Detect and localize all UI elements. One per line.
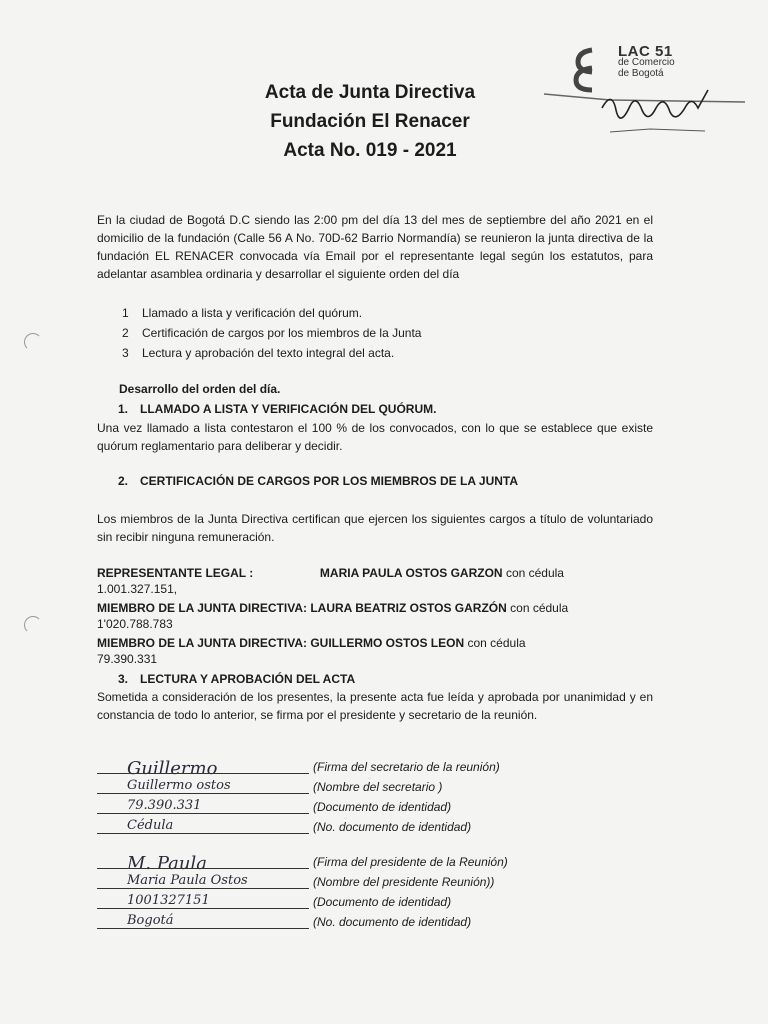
signature-row [97,912,537,932]
section-2-heading: 2. CERTIFICACIÓN DE CARGOS POR LOS MIEMBROS DE LA JUNTA [118,474,519,488]
stamp-text [618,43,675,79]
signature-row [97,892,537,912]
signature-row [97,852,537,872]
handwritten-name: Guillermo ostos [127,778,231,793]
punch-hole-mark [24,616,42,634]
handwritten-city: Bogotá [127,913,174,928]
signature-row [97,797,537,817]
handwritten-id: 79.390.331 [127,798,202,813]
signature-label: (No. documento de identidad) [313,915,472,929]
signature-label: (No. documento de identidad) [313,820,472,834]
member-entry: REPRESENTANTE LEGAL : MARIA PAULA OSTOS GARZON con cédula 1.001.327.151, [97,566,564,596]
title-line-3: Acta No. 019 - 2021 [283,140,457,161]
title-line-2: Fundación El Renacer [270,111,470,132]
stamp-line-2: de Bogotá [618,68,664,79]
stamp-code: LAC 51 [618,43,673,60]
signature-label: (Documento de identidad) [313,800,452,814]
signature-label: (Nombre del secretario ) [313,780,443,794]
handwritten-signature: Guillermo [127,758,218,779]
signature-row [97,757,537,777]
section-1-heading: 1. LLAMADO A LISTA Y VERIFICACIÓN DEL QUÓRUM. [118,402,437,416]
agenda-item: 1 Llamado a lista y verificación del quórum. [122,306,363,320]
signature-label: (Firma del secretario de la reunión) [313,760,500,774]
agenda-item: 3 Lectura y aprobación del texto integral del acta. [122,346,395,360]
chamber-stamp [540,42,750,152]
title-line-1: Acta de Junta Directiva [264,82,476,103]
section-1-text: Una vez llamado a lista contestaron el 100 % de los convocados, con lo que se establece que existe quórum reglamentario para deliberar y decidir. [97,421,653,453]
handwritten-id: 1001327151 [127,893,210,908]
agenda-list [122,303,421,363]
signature-row [97,817,537,837]
handwritten-doc-type: Cédula [127,818,174,833]
section-2-text: Los miembros de la Junta Directiva certifican que ejercen los siguientes cargos a título de voluntariado sin recibir ninguna remuneración. [97,512,653,544]
member-entry: MIEMBRO DE LA JUNTA DIRECTIVA: LAURA BEATRIZ OSTOS GARZÓN con cédula 1'020.788.783 [97,601,569,631]
signature-row [97,872,537,892]
handwritten-name: Maria Paula Ostos [127,873,248,888]
handwritten-signature: M. Paula [127,853,207,874]
desarrollo-heading: Desarrollo del orden del día. [119,382,281,396]
signature-row [97,777,537,797]
intro-paragraph: En la ciudad de Bogotá D.C siendo las 2:00 pm del día 13 del mes de septiembre del año 2021 en el domicilio de la fundación (Calle 56 A No. 70D-62 Barrio Normandía) se reunieron la junta directiva de la fundación EL RENACER convocada vía Email por el representante legal según los estatutos, para adelantar asamblea ordinaria y desarrollar el siguiente orden del día [97,213,653,281]
member-entry: MIEMBRO DE LA JUNTA DIRECTIVA: GUILLERMO OSTOS LEON con cédula 79.390.331 [97,636,526,666]
section-3-text: Sometida a consideración de los presentes, la presente acta fue leída y aprobada por unanimidad y en constancia de todo lo anterior, se firma por el presidente y secretario de la reunión. [97,690,653,722]
signature-label: (Documento de identidad) [313,895,452,909]
section-3-heading: 3. LECTURA Y APROBACIÓN DEL ACTA [118,672,356,686]
agenda-item: 2 Certificación de cargos por los miembros de la Junta [122,326,422,340]
document-title [180,78,560,165]
signature-label: (Nombre del presidente Reunión)) [313,875,495,889]
punch-hole-mark [24,333,42,351]
signature-label: (Firma del presidente de la Reunión) [313,855,508,869]
stamp-line-1: de Comercio [618,57,675,68]
